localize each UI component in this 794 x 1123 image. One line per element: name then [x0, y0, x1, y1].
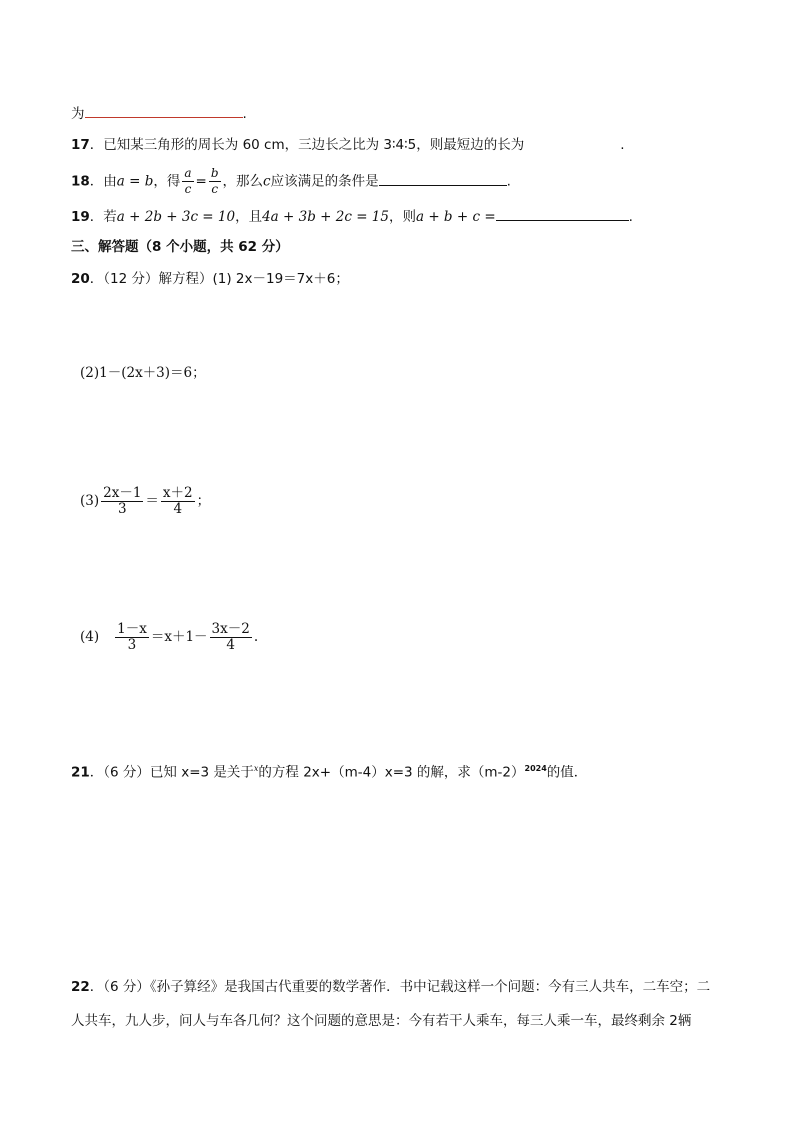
- question-text: ．（12 分）解方程）(1) 2x－19＝7x＋6；: [89, 271, 349, 287]
- question-text: ．已知某三角形的周长为 60 cm，三边长之比为 3∶4∶5，则最短边的长为: [89, 137, 525, 153]
- end-punct: ；: [196, 493, 211, 509]
- part-label: (3): [80, 493, 100, 509]
- equation-middle: ＝x＋1－: [150, 629, 208, 645]
- question-18: [71, 166, 511, 197]
- fraction: [210, 622, 252, 653]
- q16-tail-text: 为: [71, 106, 85, 122]
- variable-c: c: [263, 173, 271, 190]
- question-22: [71, 977, 710, 997]
- q21-text-2: 的方程 2x+（m-4）x=3 的解，求（m-2）: [258, 764, 525, 781]
- q19-end-punct: .: [628, 209, 633, 225]
- q21-text-1: ．（6 分）已知 x=3 是关于: [89, 764, 254, 781]
- math-expression: a + 2b + 3c = 10: [116, 209, 236, 225]
- fraction-denominator: 3: [117, 501, 127, 517]
- section-heading: 三、解答题（8 个小题，共 62 分）: [71, 239, 289, 255]
- fraction: [161, 486, 195, 517]
- question-17: [71, 134, 625, 155]
- question-16-tail: [71, 103, 247, 124]
- question-number: 20: [71, 271, 90, 287]
- q17-end-punct: .: [620, 137, 625, 153]
- fraction-denominator: 4: [173, 501, 183, 517]
- fraction-numerator: x＋2: [162, 485, 193, 501]
- fraction: [101, 486, 143, 517]
- question-text-line-1: ．（6 分）《孙子算经》是我国古代重要的数学著作．书中记载这样一个问题：今有三人共车，二车空；二: [89, 979, 711, 995]
- fraction-numerator: a: [184, 166, 192, 180]
- math-expression: 4a + 3b + 2c = 15: [262, 209, 389, 225]
- fraction-numerator: 2x－1: [103, 485, 142, 501]
- math-expression: a = b: [116, 173, 154, 190]
- exponent: 2024: [524, 764, 547, 773]
- fraction-numerator: b: [210, 166, 219, 180]
- q19-text-2: ，且: [235, 209, 263, 225]
- q20-part-3: [80, 484, 210, 518]
- equals-sign: ＝: [145, 493, 159, 509]
- q18-end-punct: .: [506, 173, 511, 190]
- q16-end-punct: .: [242, 106, 247, 122]
- fraction-numerator: 3x－2: [211, 621, 250, 637]
- equals-sign: =: [195, 173, 207, 190]
- q19-text-3: ，则: [388, 209, 416, 225]
- question-number: 18: [71, 173, 90, 190]
- fraction-b-over-c: [209, 166, 221, 197]
- answer-blank[interactable]: [379, 171, 507, 186]
- question-19: [71, 206, 633, 227]
- q20-part-4: [80, 620, 258, 654]
- part-label: (4): [80, 629, 100, 645]
- question-20: [71, 269, 349, 289]
- variable-x: x: [253, 764, 259, 773]
- q18-text-4: 应该满足的条件是: [270, 173, 379, 190]
- question-21: [71, 759, 587, 783]
- fraction-denominator: 4: [226, 637, 235, 653]
- fraction: [115, 622, 149, 653]
- fraction-numerator: 1－x: [117, 621, 147, 637]
- q20-part-2: (2)1－(2x＋3)＝6；: [80, 365, 206, 381]
- q18-text-2: ，得: [153, 173, 181, 190]
- question-22-line-2: 人共车，九人步，问人与车各几何？这个问题的意思是：今有若干人乘车，每三人乘一车，最终剩余 2辆: [71, 1013, 692, 1029]
- end-punct: .: [253, 629, 259, 645]
- fraction-denominator: c: [211, 182, 219, 196]
- answer-blank[interactable]: [524, 134, 620, 149]
- fraction-denominator: 3: [127, 637, 137, 653]
- math-expression: a + b + c =: [415, 209, 496, 225]
- fraction-a-over-c: [182, 166, 193, 197]
- fraction-denominator: c: [184, 182, 192, 196]
- q21-text-3: 的值．: [546, 764, 588, 781]
- q19-text-1: ．若: [89, 209, 117, 225]
- q18-text-1: ．由: [89, 173, 117, 190]
- answer-blank[interactable]: [496, 206, 629, 221]
- question-number: 21: [71, 764, 90, 781]
- q18-text-3: ，那么: [222, 173, 264, 190]
- question-number: 17: [71, 137, 90, 153]
- answer-blank[interactable]: [85, 103, 243, 118]
- question-number: 19: [71, 209, 90, 225]
- question-number: 22: [71, 979, 90, 995]
